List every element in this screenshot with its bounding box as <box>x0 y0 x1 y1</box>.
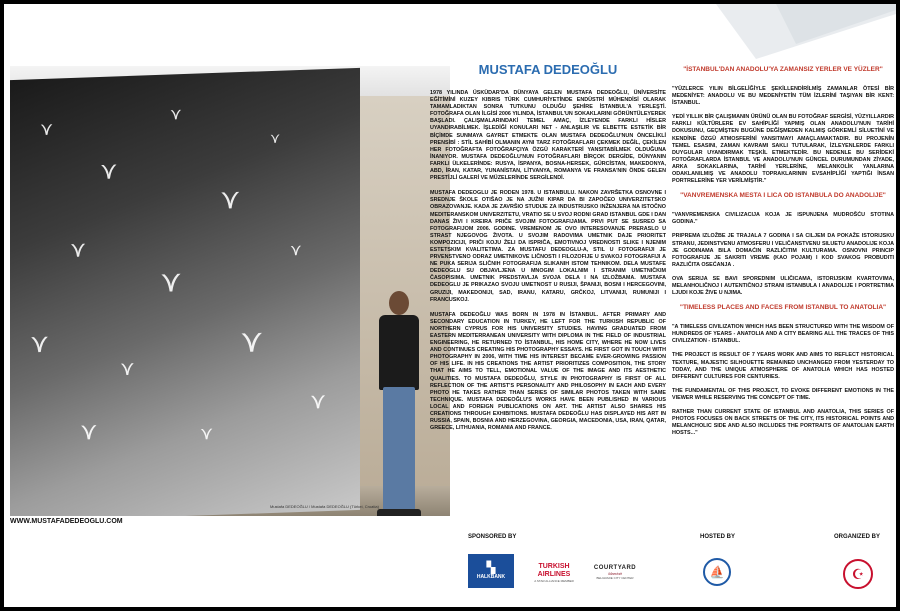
project-english-body: THE PROJECT IS RESULT OF 7 YEARS WORK AND AIMS TO REFLECT HISTORICAL TEXTURE, MAJESTIC SILHOUETTE REMAINED UNCHANGED FROM YESTERDAY TO TODAY, AND THE UNIQUE ATMOSPHERE OF ANATOLIA WHICH HAS HOSTED DIFFERENT CULTURES FOR CENTURIES. <box>672 352 894 380</box>
bio-english: MUSTAFA DEDEOĞLU WAS BORN IN 1978 IN İSTANBUL. AFTER PRIMARY AND SECONDARY EDUCATION IN TURKEY, HE LEFT FOR THE TURKISH REPUBLIC OF NORTHERN CYPRUS FOR HIS UNIVERSITY STUDIES. HAVING GRADUATED FROM EASTERN MEDITERRANEAN UNIVERSITY WITH DIPLOMA IN THE FIELD OF INDUSTRIAL ENGINEERING, HE RETURNED TO İSTANBUL, HIS HOME CITY, WHERE HE NOW LIVES AND CONTINUES CREATING HIS PHOTOGRAPHY ESSAYS. HE FIRST GOT IN TOUCH WITH PHOTOGRAPHY IN 2006, WITH TIME HIS INTEREST BECAME EVER-GROWING PASSION OF HIS LIFE. IN HIS CREATIONS THE ARTIST PRIORITIZES COMPOSITION, THE STORY THAT HE AIMS TO TELL, EMOTIONAL VALUE OF THE IMAGE AND ITS AESTHETIC QUALITIES. TO MUSTAFA DEDEOĞLU, STYLE IN PHOTOGRAPHY IS FIRST OF ALL REFLECTION OF THE ARTIST'S PERSONALITY AND PHILOSOPHY IN EACH AND EVERY PHOTO HE TAKES RATHER THAN SERIES OF SIMILAR PHOTOS TAKEN WITH SAME TECHNIQUE. MUSTAFA DEDEOĞLU'S WORKS HAVE BEEN PUBLISHED IN VARIOUS LOCAL AND FOREIGN PUBLICATIONS ON ART. THE ARTIST ALSO SHARES HIS CREATIONS THROUGH EXHIBITIONS. MUSTAFA DEDEOĞLU HAS DISPLAYED HIS ART IN RUSSIA, SPAIN, BOSNIA AND HERZEGOVINA, GEORGIA, MACEDONIA, USA, IRAN, QATAR, GREECE, LITHUANIA, ROMANIA AND FRANCE. <box>430 311 666 432</box>
project-english-series: RATHER THAN CURRENT STATE OF ISTANBUL AND ANATOLIA, THIS SERIES OF PHOTOS FOCUSES ON BACK STREETS OF THE CITY, ITS HISTORICAL POINTS AND MELANCHOLIC SIDE AND ALSO INCLUDES THE PORTRAITS OF ANATOLIAN EARTH HOSTS..." <box>672 409 894 437</box>
seagull-icon: ⋎ <box>310 389 327 415</box>
seagull-icon: ⋎ <box>290 239 302 260</box>
bio-croatian: MUSTAFA DEDEOGLU JE RODEN 1978. U ISTANBULU. NAKON ZAVRŠETKA OSNOVNE I SREDNJE ŠKOLE OTIŠAO JE NA JUŽNI KIPAR DA BI ZAPOČEO UNIVERZITETSKO OBRAZOVANJE. KADA JE ZAVRŠIO STUDIJE ZA INDUSTRIJSKO INŽENJERA NA ISTOČNO MEDITERANSKOM UNIVERZITETU, VRATIO SE U SVOJ RODNI GRAD ISTANBUL GDE I DAN DANAS ŽIVI I KREIRA PRIČE SVOJIM FOTOGRAFIJAMA. PRVI PUT SE SUSREO SA FOTOGRAFIJOM 2006. GODINE. VREMENOM JE OVO INTERESOVANJE PRERASLO U STRAST NJEGOVOG ŽIVOTA. U SVOJIM RADOVIMA UMETNIK DAJE PRIORITET KOMPOZICIJI, PRIČI KOJU ŽELI DA ISPRIČA, EMOTIVNOJ VREDNOSTI SLIKE I NJENIM ESTETSKIM KVALITETIMA. ZA MUSTAFU DEDEOGLU-A, STIL U FOTOGRAFIJI JE PRVENSTVENO ODRAZ UMETNIKOVE LIČNOSTI I FILOZOFIJE U SVAKOJ FOTOGRAFIJI A NE PUKA SERIJA SLIČNIH FOTOGRAFIJA SLIKANIH ISTOM TEHNIKOM. DELA MUSTAFE DEDEOGLU SU OBJAVLJENA U MNOGIM LOKALNIM I STRANIM UMETNIČKIM ČASOPISIMA. UMETNIK PREDSTAVLJA SVOJA DELA I NA IZLOŽBAMA. MUSTAFA DEDEOGLU JE PRIKAZAO SVOJU UMETNOST U RUSIJI, ŠPANIJI, BOSNI I HERCEGOVINI, GRUZIJI, MAKEDONIJI, SAD, IRANU, KATARU, GRČKOJ, LITVANIJI, RUMUNIJI I FRANCUSKOJ. <box>430 190 666 303</box>
project-croatian-body: PRIPREMA IZLOŽBE JE TRAJALA 7 GODINA I SA CILJEM DA POKAŽE ISTORIJSKU STRANU, JEDINSTVENU ATMOSFERU I VELIČANSTVENU SILUETU ANADOLIJE KOJA JE GODINAMA BILA DOMAĆIN RAZLIČITIM KULTURAMA. OSNOVNI PRINCIP FOTOGRAFIJE JE SAKRITI VREME (KAO POJAM) I KOD SVAKOG PROBUDITI RAZLIČITA OSEĆANJA . <box>672 233 894 268</box>
bio-column <box>430 62 666 440</box>
host-institution-logo <box>700 552 734 592</box>
exhibition-poster <box>4 4 896 607</box>
project-croatian-intro: "VANVREMENSKA CIVILIZACIJA KOJA JE ISPUNJENA MUDROŠĆU STOTINA GODINA." <box>672 212 894 226</box>
sponsored-by-label: SPONSORED BY <box>468 534 517 540</box>
seagull-icon: ⋎ <box>30 328 50 360</box>
seagull-icon: ⋎ <box>40 118 54 141</box>
project-english-intro: "A TIMELESS CIVILIZATION WHICH HAS BEEN STRUCTURED WITH THE WISDOM OF HUNDREDS OF YEARS - ANATOLIA AND A CITY BEARING ALL THE TRACES OF THIS CIVILIZATION - ISTANBUL. <box>672 324 894 345</box>
artist-name-title: MUSTAFA DEDEOĞLU <box>478 62 618 77</box>
seagull-icon: ⋎ <box>120 355 135 381</box>
seagull-icon: ⋎ <box>160 264 182 300</box>
host-emblem-icon: ⛵ <box>703 558 731 586</box>
seagull-icon: ⋎ <box>100 156 118 185</box>
project-column <box>672 66 894 444</box>
heading-croatian: "VANVREMENSKA MESTA I LICA OD ISTANBULA DO ANADOLIJE" <box>680 192 886 200</box>
seagull-icon: ⋎ <box>70 237 87 264</box>
seagull-print <box>10 68 360 516</box>
seagull-icon: ⋎ <box>200 423 214 445</box>
seagull-icon: ⋎ <box>170 104 182 124</box>
crescent-star-icon: ☪ <box>843 559 873 589</box>
sponsors-bar <box>442 534 892 604</box>
website-link[interactable]: WWW.MUSTAFADEDEOGLU.COM <box>10 518 123 525</box>
artist-figure <box>375 291 423 516</box>
exhibition-photo <box>10 66 450 516</box>
seagull-icon: ⋎ <box>240 321 264 361</box>
project-croatian-series: OVA SERIJA SE BAVI SPOREDNIM ULIČICAMA, ISTORIJSKIM KVARTOVIMA, MELANHOLIČNOJ I AUTENTIČNOJ STRANI ISTANBULA I ANADOLIJE I PORTRETIMA LJUDI KOJE ŽIVE U NJIMA. <box>672 275 894 297</box>
courtyard-logo: COURTYARD Marriott BELGRADE CITY CENTER <box>593 564 637 580</box>
project-turkish-intro: "YÜZLERCE YILIN BİLGELİĞİYLE ŞEKİLLENDİRİLMİŞ ZAMANLAR ÖTESİ BİR MEDENİYET: ANADOLU VE BU MEDENİYETİN TÜM İZLERİNİ TAŞIYAN BİR KENT: İSTANBUL. <box>672 86 894 107</box>
hosted-by-label: HOSTED BY <box>700 534 736 540</box>
photo-caption: Mustafa DEDEOĞLU / Mustafa DEDEOĞLU (Türkei, Croatia) <box>270 504 379 509</box>
organizer-seal-logo <box>840 554 876 594</box>
turkish-airlines-logo: TURKISH AIRLINES A STAR ALLIANCE MEMBER <box>534 563 574 583</box>
seagull-icon: ⋎ <box>80 417 98 446</box>
halkbank-logo: ▚ HALKBANK <box>468 554 514 588</box>
organized-by-label: ORGANIZED BY <box>834 534 881 540</box>
heading-english: "TIMELESS PLACES AND FACES FROM ISTANBUL TO ANATOLIA" <box>679 304 887 312</box>
halkbank-mark-icon: ▚ <box>486 562 496 574</box>
bio-turkish: 1978 YILINDA ÜSKÜDAR'DA DÜNYAYA GELEN MUSTAFA DEDEOĞLU, ÜNİVERSİTE EĞİTİMİNİ KUZEY KIBRIS TÜRK CUMHURİYETİNDE ENDÜSTRİ MÜHENDİSİ OLARAK TAMAMLADIKTAN SONRA TUTKUNU OLDUĞU ŞEHİRE İSTANBUL'A YERLEŞTİ. FOTOĞRAFA OLAN İLGİSİ 2006 YILINDA, İSTANBUL'UN SOKAKLARINI GÖRÜNTÜLEYEREK BAŞLADI. ÇALIŞMALARINDAKİ TEMEL AMAÇ, İZLEYENDE FARKLI HİSLER UYANDIRABİLMEK. İŞLEDİĞİ KONULARI NET - ANLAŞILIR VE ELBETTE ESTETİK BİR BİÇİMDE SUNMAYA GAYRET ETMEKTE OLAN MUSTAFA DEDEOĞLU'NUN ÖNCELİKLİ PRENSİBİ : STİL SAHİBİ OLMANIN AYNI TARZ FOTOĞRAFLARI ÇEKMEK DEĞİL, ÇEKİLEN HER FOTOĞRAFTA FOTOĞRAFÇIYA ÖZGÜ KARAKTERİ YANSITABİLMEK OLDUĞUNA İNANIYOR. MUSTAFA DEDEOĞLU'NUN FOTOĞRAFLARI BİRÇOK DERGİDE, DÜNYANIN FARKLI ÜLKELERİNDE: RUSYA, İSPANYA, BOSNA-HERSEK, GÜRCİSTAN, MAKEDONYA, ABD, İRAN, KATAR, YUNANİSTAN, LİTVANYA, ROMANYA VE FRANSA'NIN ÖNDE GELEN PRESTİJLİ GALERİ VE MÜZELERİNDE SERGİLENDİ. <box>430 90 666 182</box>
heading-turkish: "İSTANBUL'DAN ANADOLU'YA ZAMANSIZ YERLER VE YÜZLER" <box>683 66 883 73</box>
seagull-icon: ⋎ <box>270 130 281 148</box>
seagull-icon: ⋎ <box>220 182 241 216</box>
project-english-fundamental: THE FUNDAMENTAL OF THIS PROJECT, TO EVOKE DIFFERENT EMOTIONS IN THE VIEWER WHILE RESERVING THE CONCEPT OF TIME. <box>672 387 894 401</box>
corner-decoration <box>596 4 896 64</box>
project-turkish-body: YEDİ YILLIK BİR ÇALIŞMANIN ÜRÜNÜ OLAN BU FOTOĞRAF SERGİSİ, YÜZYILLARDIR FARKLI KÜLTÜRLERE EV SAHİPLİĞİ YAPMIŞ OLAN ANADOLU'NUN TARİHİ DOKUSUNU, GEÇMİŞTEN BUGÜNE DEĞİŞMEDEN KALMIŞ GÖRKEMLİ SİLUETİNİ VE KENDİNE ÖZGÜ ATMOSFERİNİ YANSITMAYI AMAÇLAMAKTADIR. BU PROJENİN TEMEL ESASINI, ZAMAN KAVRAMI SAKLI TUTULARAK, İZLEYENLERDE FARKLI DUYGULAR UYANDIRMAK TEŞKİL ETMEKTEDİR. BU NEDENLE BU SERİDEKİ FOTOĞRAFLARDA İSTANBUL VE ANADOLU'NUN GÜNCEL DURUMUNDAN ZİYADE, ARKA SOKAKLARINA, TARİHİ YERLERİNE, MELANKOLİK YANLARINA ODAKLANILMIŞ VE ANADOLU TOPRAKLARININ EVSAHİPLİĞİ YAPTIĞI İNSAN PORTRELERİNE YER VERİLMİŞTİR." <box>672 114 894 185</box>
